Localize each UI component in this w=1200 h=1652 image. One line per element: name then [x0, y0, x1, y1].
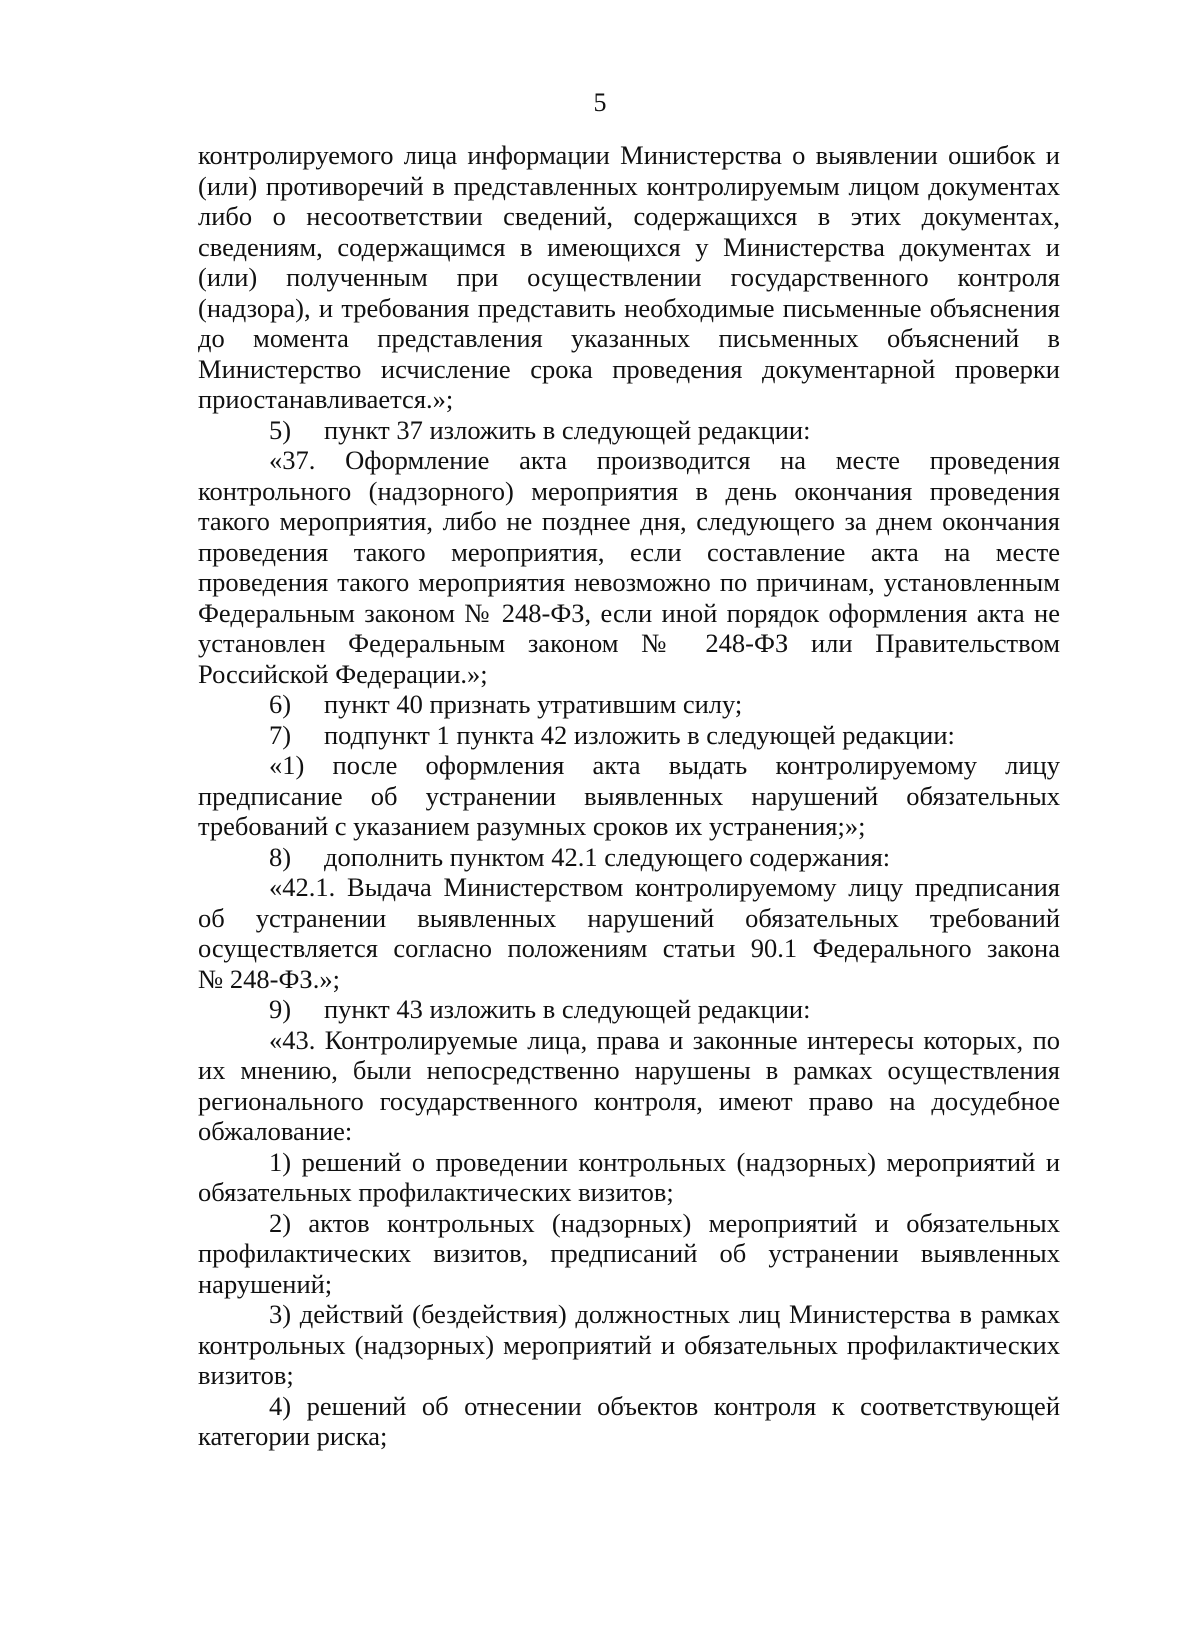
text-line: [198, 1147, 1060, 1178]
text-line: [198, 1177, 1060, 1208]
text-line: [198, 201, 1060, 232]
text-line-content: об устранении выявленных нарушений обязательных требований: [198, 902, 1060, 933]
text-line-content: проведения такого мероприятия невозможно по причинам, установленным: [198, 567, 1060, 597]
text-line: [198, 659, 1060, 690]
text-line-content: требований с указанием разумных сроков их устранения;»;: [198, 811, 866, 841]
text-line: [198, 1055, 1060, 1086]
text-line-content: (или) полученным при осуществлении государственного контроля: [198, 262, 1060, 292]
text-line: [198, 1116, 1060, 1147]
text-line: [198, 445, 1060, 476]
text-line: [198, 415, 1060, 446]
text-line-content: проведения такого мероприятия, если составление акта на месте: [198, 536, 1060, 567]
text-line-content: 2) актов контрольных (надзорных) мероприятий и обязательных: [269, 1207, 1060, 1238]
document-body: [198, 140, 1060, 1452]
text-line: [198, 476, 1060, 507]
list-item-number: 7): [269, 719, 292, 750]
text-line: [198, 506, 1060, 537]
text-line: [198, 262, 1060, 293]
text-line-content: сведениям, содержащимся в имеющихся у Министерства документах и: [198, 231, 1060, 262]
text-line: [198, 1086, 1060, 1117]
text-line: [198, 933, 1060, 964]
text-line-content: подпункт 1 пункта 42 изложить в следующей редакции:: [324, 719, 955, 750]
text-line: [198, 872, 1060, 903]
text-line-content: такого мероприятия, либо не позднее дня, следующего за днем окончания: [198, 506, 1060, 536]
text-line-content: «37. Оформление акта производится на месте проведения: [269, 445, 1060, 475]
text-line-content: категории риска;: [198, 1421, 388, 1451]
text-line-content: контролируемого лица информации Министерства о выявлении ошибок и: [198, 140, 1060, 170]
text-line-content: контрольного (надзорного) мероприятия в день окончания проведения: [198, 475, 1060, 506]
text-line: [198, 537, 1060, 568]
text-line: [198, 1391, 1060, 1422]
text-line: [198, 1238, 1060, 1269]
text-line-content: пункт 43 изложить в следующей редакции:: [324, 994, 811, 1024]
text-line: [198, 1299, 1060, 1330]
text-line-content: регионального государственного контроля, имеют право на досудебное: [198, 1085, 1060, 1116]
text-line-content: Министерство исчисление срока проведения документарной проверки: [198, 353, 1060, 384]
text-line-content: «42.1. Выдача Министерством контролируемому лицу предписания: [269, 872, 1060, 902]
text-line-content: либо о несоответствии сведений, содержащихся в этих документах,: [198, 201, 1060, 231]
text-line-content: обязательных профилактических визитов;: [198, 1177, 674, 1207]
text-line-content: дополнить пунктом 42.1 следующего содержания:: [324, 841, 891, 872]
text-line-content: установлен Федеральным законом № 248-ФЗ или Правительством: [198, 628, 1060, 658]
text-line: [198, 171, 1060, 202]
text-line: [198, 232, 1060, 263]
text-line: [198, 1421, 1060, 1452]
text-line: [198, 903, 1060, 934]
text-line-content: 3) действий (бездействия) должностных лиц Министерства в рамках: [269, 1299, 1060, 1329]
text-line: [198, 964, 1060, 995]
text-line-content: пункт 40 признать утратившим силу;: [324, 689, 743, 719]
list-item-number: 5): [269, 414, 292, 445]
text-line-content: № 248-ФЗ.»;: [198, 963, 340, 994]
text-line: [198, 720, 1060, 751]
text-line: [198, 1208, 1060, 1239]
text-line-content: профилактических визитов, предписаний об устранении выявленных: [198, 1238, 1060, 1268]
page-number: 5: [593, 88, 607, 117]
text-line-content: «1) после оформления акта выдать контролируемому лицу: [269, 750, 1060, 780]
text-line-content: Российской Федерации.»;: [198, 658, 488, 689]
text-line: [198, 567, 1060, 598]
text-line-content: до момента представления указанных письменных объяснений в: [198, 323, 1060, 353]
text-line: [198, 293, 1060, 324]
text-line-content: пункт 37 изложить в следующей редакции:: [324, 414, 811, 445]
text-line: [198, 1360, 1060, 1391]
text-line: [198, 1025, 1060, 1056]
text-line: [198, 811, 1060, 842]
list-item-number: 9): [269, 994, 292, 1024]
text-line: [198, 1330, 1060, 1361]
text-line-content: «43. Контролируемые лица, права и законные интересы которых, по: [269, 1024, 1060, 1055]
text-line-content: обжалование:: [198, 1116, 353, 1146]
text-line: [198, 781, 1060, 812]
text-line: [198, 598, 1060, 629]
text-line: [198, 994, 1060, 1025]
text-line: [198, 689, 1060, 720]
text-line: [198, 842, 1060, 873]
text-line-content: (или) противоречий в представленных контролируемым лицом документах: [198, 170, 1060, 201]
text-line: [198, 354, 1060, 385]
list-item-number: 6): [269, 689, 292, 719]
text-line: [198, 750, 1060, 781]
text-line-content: их мнению, были непосредственно нарушены в рамках осуществления: [198, 1055, 1060, 1085]
text-line-content: осуществляется согласно положениям статьи 90.1 Федерального закона: [198, 933, 1060, 963]
text-line: [198, 323, 1060, 354]
text-line-content: 1) решений о проведении контрольных (надзорных) мероприятий и: [269, 1146, 1060, 1177]
text-line-content: нарушений;: [198, 1268, 333, 1299]
text-line-content: Федеральным законом № 248-ФЗ, если иной порядок оформления акта не: [198, 597, 1060, 628]
text-line-content: визитов;: [198, 1360, 294, 1390]
text-line-content: приостанавливается.»;: [198, 384, 454, 414]
text-line: [198, 140, 1060, 171]
text-line: [198, 1269, 1060, 1300]
text-line-content: контрольных (надзорных) мероприятий и обязательных профилактических: [198, 1329, 1060, 1360]
text-line: [198, 628, 1060, 659]
text-line: [198, 384, 1060, 415]
text-line-content: предписание об устранении выявленных нарушений обязательных: [198, 780, 1060, 811]
text-line-content: 4) решений об отнесении объектов контроля к соответствующей: [269, 1390, 1060, 1421]
list-item-number: 8): [269, 841, 292, 872]
text-line-content: (надзора), и требования представить необходимые письменные объяснения: [198, 292, 1060, 323]
